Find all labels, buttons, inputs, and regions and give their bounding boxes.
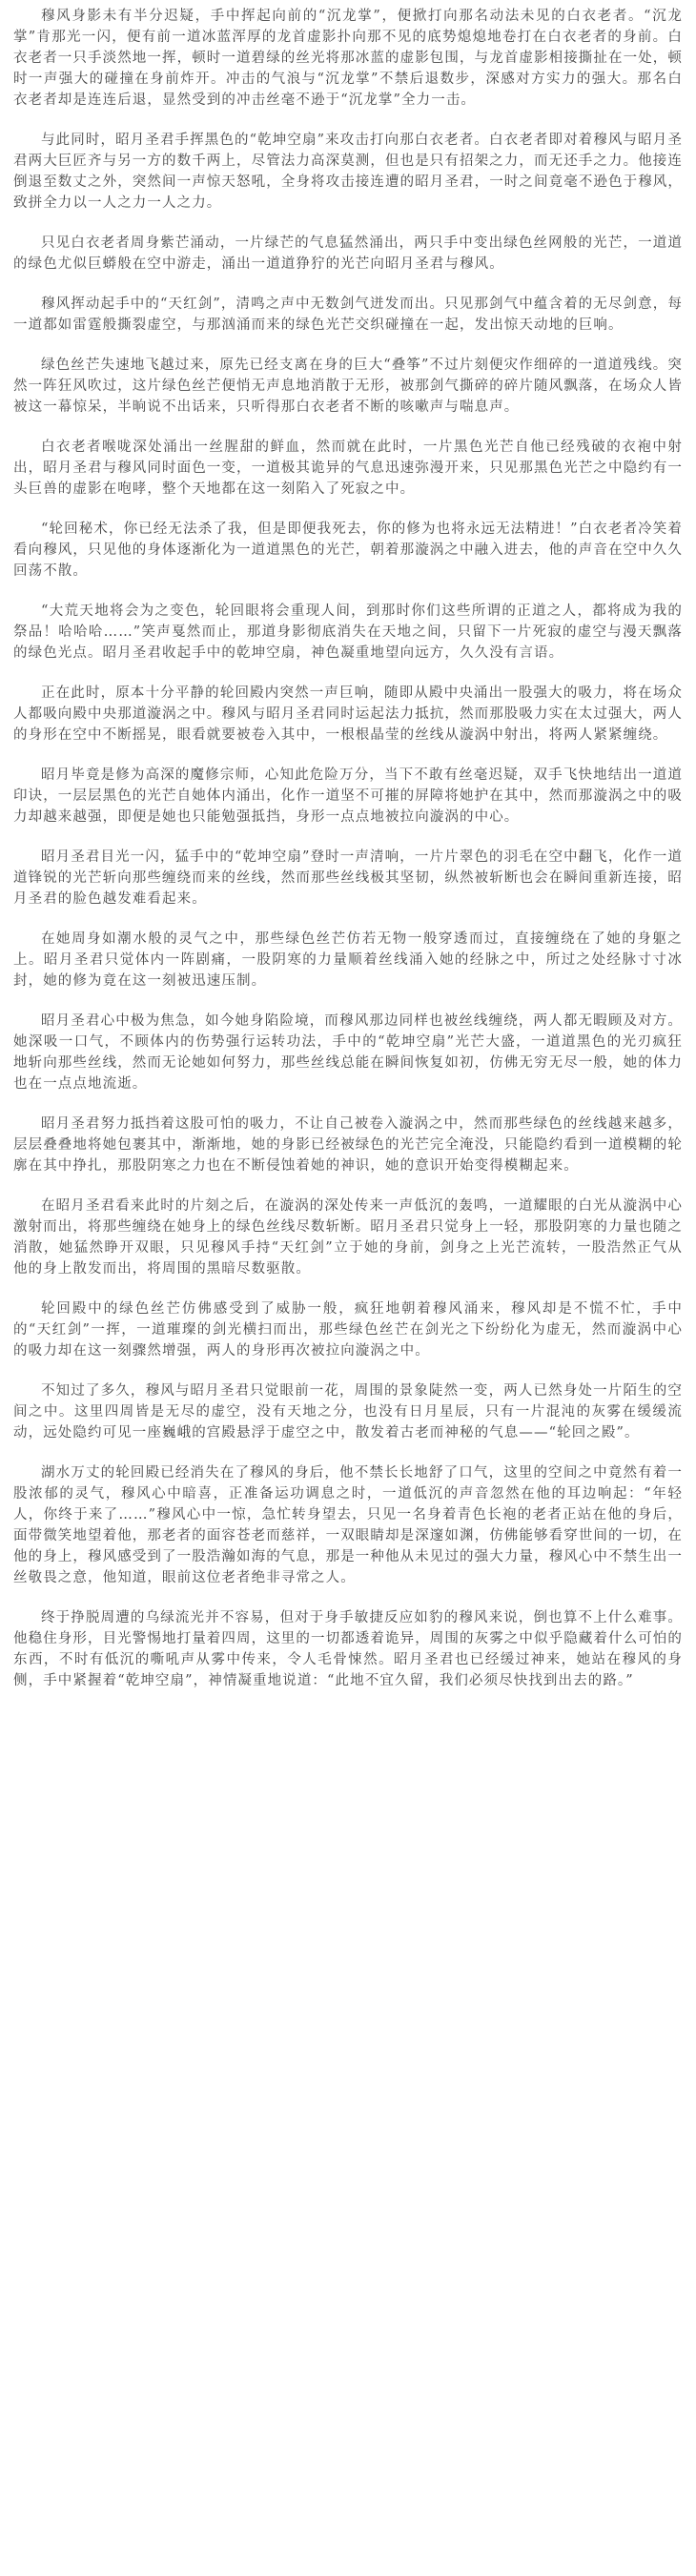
paragraph-16: 轮回殿中的绿色丝芒仿佛感受到了威胁一般，疯狂地朝着穆风涌来，穆风却是不慌不忙，手中的“天红剑”一挥，一道璀璨的剑光横扫而出，那些绿色丝芒在剑光之下纷纷化为虚无，然而漩涡中心的吸力却在这一刻骤然增强，两人的身形再次被拉向漩涡之中。 bbox=[13, 1301, 683, 1359]
paragraph-6: 白衣老者喉咙深处涌出一丝腥甜的鲜血，然而就在此时，一片黑色光芒自他已经残破的衣袍中射出，昭月圣君与穆风同时面色一变，一道极其诡异的气息迅速弥漫开来，只见那黑色光芒之中隐约有一头巨兽的虚影在咆哮，整个天地都在这一刻陷入了死寂之中。 bbox=[13, 440, 683, 497]
paragraph-8: “大荒天地将会为之变色，轮回眼将会重现人间，到那时你们这些所谓的正道之人，都将成为我的祭品！哈哈哈……”笑声戛然而止，那道身影彻底消失在天地之间，只留下一片死寂的虚空与漫天飘落的绿色光点。昭月圣君收起手中的乾坤空扇，神色凝重地望向远方，久久没有言语。 bbox=[13, 603, 683, 661]
paragraph-1: 穆风身影未有半分迟疑，手中挥起向前的“沉龙掌”，便掀打向那名动法未见的白衣老者。“沉龙掌”肯那光一闪，便有前一道冰蓝浑厚的龙首虚影扑向那不见的底势熄熄地卷打在白衣老者的身前。白衣老者一只手淡然地一挥，顿时一道碧绿的丝光将那冰蓝的虚影包围，与龙首虚影相接撕扯在一处，顿时一声强大的碰撞在身前炸开。冲击的气浪与“沉龙掌”不禁后退数步，深感对方实力的强大。那名白衣老者却是连连后退，显然受到的冲击丝毫不逊于“沉龙掌”全力一击。 bbox=[13, 9, 683, 108]
paragraph-15: 在昭月圣君看来此时的片刻之后，在漩涡的深处传来一声低沉的轰鸣，一道耀眼的白光从漩涡中心激射而出，将那些缠绕在她身上的绿色丝线尽数斩断。昭月圣君只觉身上一轻，那股阴寒的力量也随之消散，她猛然睁开双眼，只见穆风手持“天红剑”立于她的身前，剑身之上光芒流转，一股浩然正气从他的身上散发而出，将周围的黑暗尽数驱散。 bbox=[13, 1198, 683, 1277]
paragraph-5: 绿色丝芒失速地飞越过来，原先已经支离在身的巨大“叠筝”不过片刻便灾作细碎的一道道残线。突然一阵狂风吹过，这片绿色丝芒便悄无声息地消散于无形，被那剑气撕碎的碎片随风飘落，在场众人皆被这一幕惊呆，半晌说不出话来，只听得那白衣老者不断的咳嗽声与喘息声。 bbox=[13, 358, 683, 415]
paragraph-12: 在她周身如潮水般的灵气之中，那些绿色丝芒仿若无物一般穿透而过，直接缠绕在了她的身躯之上。昭月圣君只觉体内一阵剧痛，一股阴寒的力量顺着丝线涌入她的经脉之中，所过之处经脉寸寸冰封，她的修为竟在这一刻被迅速压制。 bbox=[13, 931, 683, 989]
paragraph-11: 昭月圣君目光一闪，猛手中的“乾坤空扇”登时一声清响，一片片翠色的羽毛在空中翻飞，化作一道道锋锐的光芒斩向那些缠绕而来的丝线，然而那些丝线极其坚韧，纵然被斩断也会在瞬间重新连接，昭月圣君的脸色越发难看起来。 bbox=[13, 849, 683, 907]
paragraph-9: 正在此时，原本十分平静的轮回殿内突然一声巨响，随即从殿中央涌出一股强大的吸力，将在场众人都吸向殿中央那道漩涡之中。穆风与昭月圣君同时运起法力抵抗，然而那股吸力实在太过强大，两人的身形在空中不断摇晃，眼看就要被卷入其中，一根根晶莹的丝线从漩涡中射出，将两人紧紧缠绕。 bbox=[13, 685, 683, 743]
paragraph-2: 与此同时，昭月圣君手挥黑色的“乾坤空扇”来攻击打向那白衣老者。白衣老者即对着穆风与昭月圣君两大巨匠齐与另一方的数千两上，尽管法力高深莫测，但也是只有招架之力，而无还手之力。他接连倒退至数丈之外，突然间一声惊天怒吼，全身将攻击接连遭的昭月圣君，一时之间竟毫不逊色于穆风，致拼全力以一人之力一人之力。 bbox=[13, 133, 683, 211]
paragraph-19: 终于挣脱周遭的乌绿流光并不容易，但对于身手敏捷反应如豹的穆风来说，倒也算不上什么难事。他稳住身形，目光警惕地打量着四周，这里的一切都透着诡异，周围的灰雾之中似乎隐藏着什么可怕的东西，不时有低沉的嘶吼声从雾中传来，令人毛骨悚然。昭月圣君也已经缓过神来，她站在穆风的身侧，手中紧握着“乾坤空扇”，神情凝重地说道：“此地不宜久留，我们必须尽快找到出去的路。” bbox=[13, 1610, 683, 1688]
paragraph-7: “轮回秘术，你已经无法杀了我，但是即便我死去，你的修为也将永远无法精进！”白衣老者冷笑着看向穆风，只见他的身体逐渐化为一道道黑色的光芒，朝着那漩涡之中融入进去，他的声音在空中久久回荡不散。 bbox=[13, 521, 683, 579]
paragraph-17: 不知过了多久，穆风与昭月圣君只觉眼前一花，周围的景象陡然一变，两人已然身处一片陌生的空间之中。这里四周皆是无尽的虚空，没有天地之分，也没有日月星辰，只有一片混沌的灰雾在缓缓流动，远处隐约可见一座巍峨的宫殿悬浮于虚空之中，散发着古老而神秘的气息——“轮回之殿”。 bbox=[13, 1383, 683, 1441]
paragraph-3: 只见白衣老者周身紫芒涌动，一片绿芒的气息猛然涌出，两只手中变出绿色丝网般的光芒，一道道的绿色尤似巨蟒般在空中游走，涌出一道道狰狞的光芒向昭月圣君与穆风。 bbox=[13, 235, 683, 272]
paragraph-18: 湖水万丈的轮回殿已经消失在了穆风的身后，他不禁长长地舒了口气，这里的空间之中竟然有着一股浓郁的灵气，穆风心中暗喜，正准备运功调息之时，一道低沉的声音忽然在他的耳边响起：“年轻人，你终于来了……”穆风心中一惊，急忙转身望去，只见一名身着青色长袍的老者正站在他的身后，面带微笑地望着他，那老者的面容苍老而慈祥，一双眼睛却是深邃如渊，仿佛能够看穿世间的一切，在他的身上，穆风感受到了一股浩瀚如海的气息，那是一种他从未见过的强大力量，穆风心中不禁生出一丝敬畏之意，他知道，眼前这位老者绝非寻常之人。 bbox=[13, 1465, 683, 1585]
paragraph-4: 穆风挥动起手中的“天红剑”，清鸣之声中无数剑气迸发而出。只见那剑气中蕴含着的无尽剑意，每一道都如雷霆般撕裂虚空，与那汹涌而来的绿色光芒交织碰撞在一起，发出惊天动地的巨响。 bbox=[13, 296, 683, 333]
paragraph-13: 昭月圣君心中极为焦急，如今她身陷险境，而穆风那边同样也被丝线缠绕，两人都无暇顾及对方。她深吸一口气，不顾体内的伤势强行运转功法，手中的“乾坤空扇”光芒大盛，一道道黑色的光刃疯狂地斩向那些丝线，然而无论她如何努力，那些丝线总能在瞬间恢复如初，仿佛无穷无尽一般，她的体力也在一点点地流逝。 bbox=[13, 1013, 683, 1092]
paragraph-10: 昭月毕竟是修为高深的魔修宗师，心知此危险万分，当下不敢有丝毫迟疑，双手飞快地结出一道道印诀，一层层黑色的光芒自她体内涌出，化作一道坚不可摧的屏障将她护在其中，然而那漩涡之中的吸力却越来越强，即便是她也只能勉强抵挡，身形一点点地被拉向漩涡的中心。 bbox=[13, 767, 683, 825]
paragraph-14: 昭月圣君努力抵挡着这股可怕的吸力，不让自己被卷入漩涡之中，然而那些绿色的丝线越来越多，层层叠叠地将她包裹其中，渐渐地，她的身影已经被绿色的光芒完全淹没，只能隐约看到一道模糊的轮廓在其中挣扎，那股阴寒之力也在不断侵蚀着她的神识，她的意识开始变得模糊起来。 bbox=[13, 1116, 683, 1174]
